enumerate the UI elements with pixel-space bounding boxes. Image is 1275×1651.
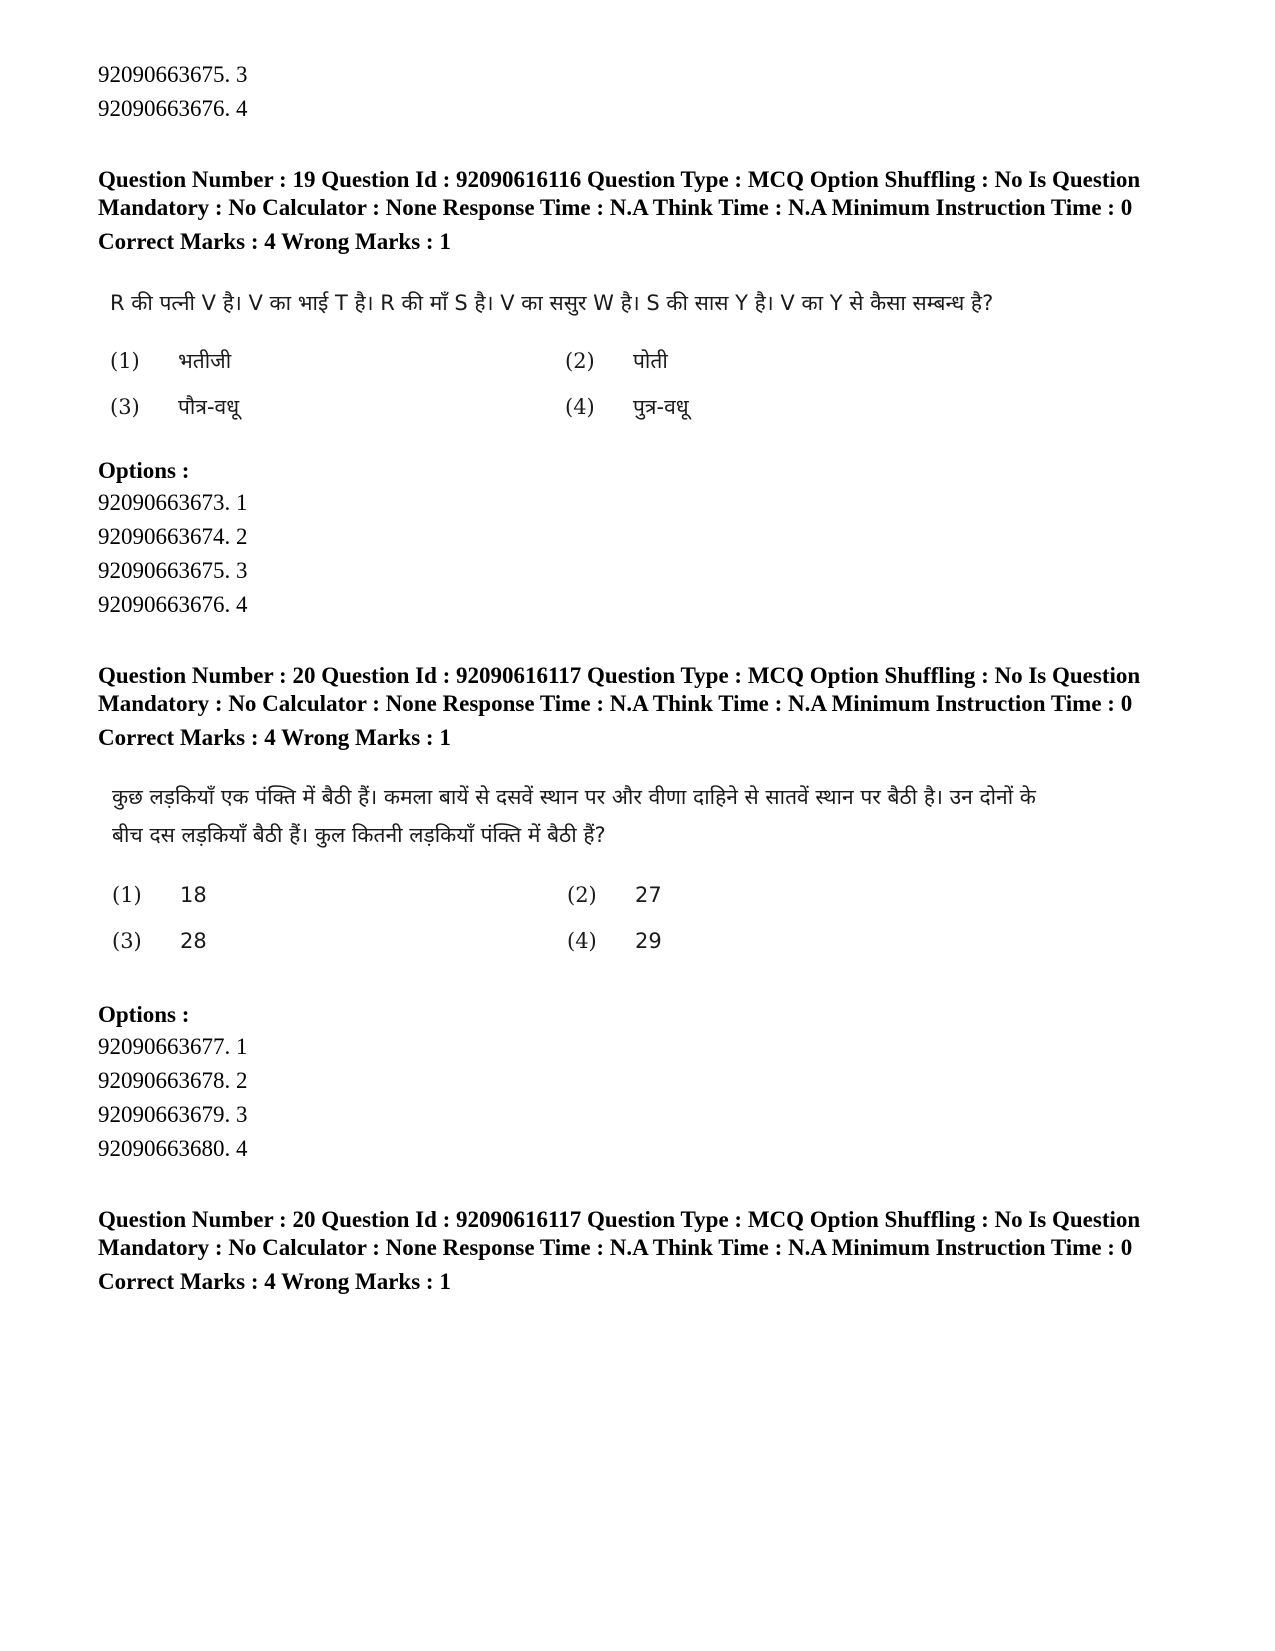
option-line: 92090663675. 3 [98, 62, 248, 87]
question-marks: Correct Marks : 4 Wrong Marks : 1 [98, 1269, 451, 1294]
choice-1 [112, 876, 567, 914]
choice-number: (1) [110, 349, 140, 373]
choice-2 [567, 876, 1022, 914]
choice-number: (2) [567, 883, 597, 907]
choice-text: पोती [633, 349, 668, 373]
options-title: Options : [98, 1002, 190, 1027]
question-marks: Correct Marks : 4 Wrong Marks : 1 [98, 229, 451, 254]
option-line: 92090663678. 2 [98, 1068, 248, 1093]
question-header: Question Number : 20 Question Id : 92090616117 Question Type : MCQ Option Shuffling : No Is Question Mandatory : No Calculator : None Response Time : N.A Think Time : N.A Minimum Instruction Time : 0 [98, 1207, 1141, 1260]
choice-number: (1) [112, 883, 142, 907]
option-line: 92090663675. 3 [98, 558, 248, 583]
choice-text: 18 [180, 883, 207, 907]
choice-2 [565, 342, 1020, 380]
choice-4 [565, 388, 1020, 426]
choice-4 [567, 922, 1022, 960]
option-line: 92090663676. 4 [98, 592, 248, 617]
choice-text: 29 [635, 929, 662, 953]
option-line: 92090663680. 4 [98, 1136, 248, 1161]
choice-number: (4) [567, 929, 597, 953]
option-line: 92090663673. 1 [98, 490, 248, 515]
option-line: 92090663677. 1 [98, 1034, 248, 1059]
question-block-20-repeat [98, 1206, 1178, 1296]
choice-text: भतीजी [178, 349, 232, 373]
previous-options [98, 58, 1178, 126]
choice-3 [110, 388, 565, 426]
choice-number: (4) [565, 395, 595, 419]
question-choices [112, 876, 1178, 960]
question-choices [110, 342, 1178, 426]
question-block-19 [98, 166, 1178, 622]
choice-text: 27 [635, 883, 662, 907]
question-header: Question Number : 19 Question Id : 92090616116 Question Type : MCQ Option Shuffling : No Is Question Mandatory : No Calculator : None Response Time : N.A Think Time : N.A Minimum Instruction Time : 0 [98, 167, 1141, 220]
option-line: 92090663674. 2 [98, 524, 248, 549]
choice-text: पुत्र-वधू [633, 395, 689, 419]
question-marks: Correct Marks : 4 Wrong Marks : 1 [98, 725, 451, 750]
document-page [98, 58, 1178, 1296]
question-text: R की पत्नी V है। V का भाई T है। R की माँ S है। V का ससुर W है। S की सास Y है। V का Y से कैसा सम्बन्ध है? [110, 291, 994, 315]
option-line: 92090663676. 4 [98, 96, 248, 121]
choice-number: (2) [565, 349, 595, 373]
choice-number: (3) [110, 395, 140, 419]
options-title: Options : [98, 458, 190, 483]
choice-number: (3) [112, 929, 142, 953]
option-line: 92090663679. 3 [98, 1102, 248, 1127]
choice-1 [110, 342, 565, 380]
choice-text: पौत्र-वधू [178, 395, 240, 419]
choice-text: 28 [180, 929, 207, 953]
choice-3 [112, 922, 567, 960]
question-text: कुछ लड़कियाँ एक पंक्ति में बैठी हैं। कमला बायें से दसवें स्थान पर और वीणा दाहिने से सातवें स्थान पर बैठी है। उन दोनों के बीच दस लड़कियाँ बैठी हैं। कुल कितनी लड़कियाँ पंक्ति में बैठी हैं? [112, 785, 1036, 847]
question-header: Question Number : 20 Question Id : 92090616117 Question Type : MCQ Option Shuffling : No Is Question Mandatory : No Calculator : None Response Time : N.A Think Time : N.A Minimum Instruction Time : 0 [98, 663, 1141, 716]
question-block-20 [98, 662, 1178, 1166]
